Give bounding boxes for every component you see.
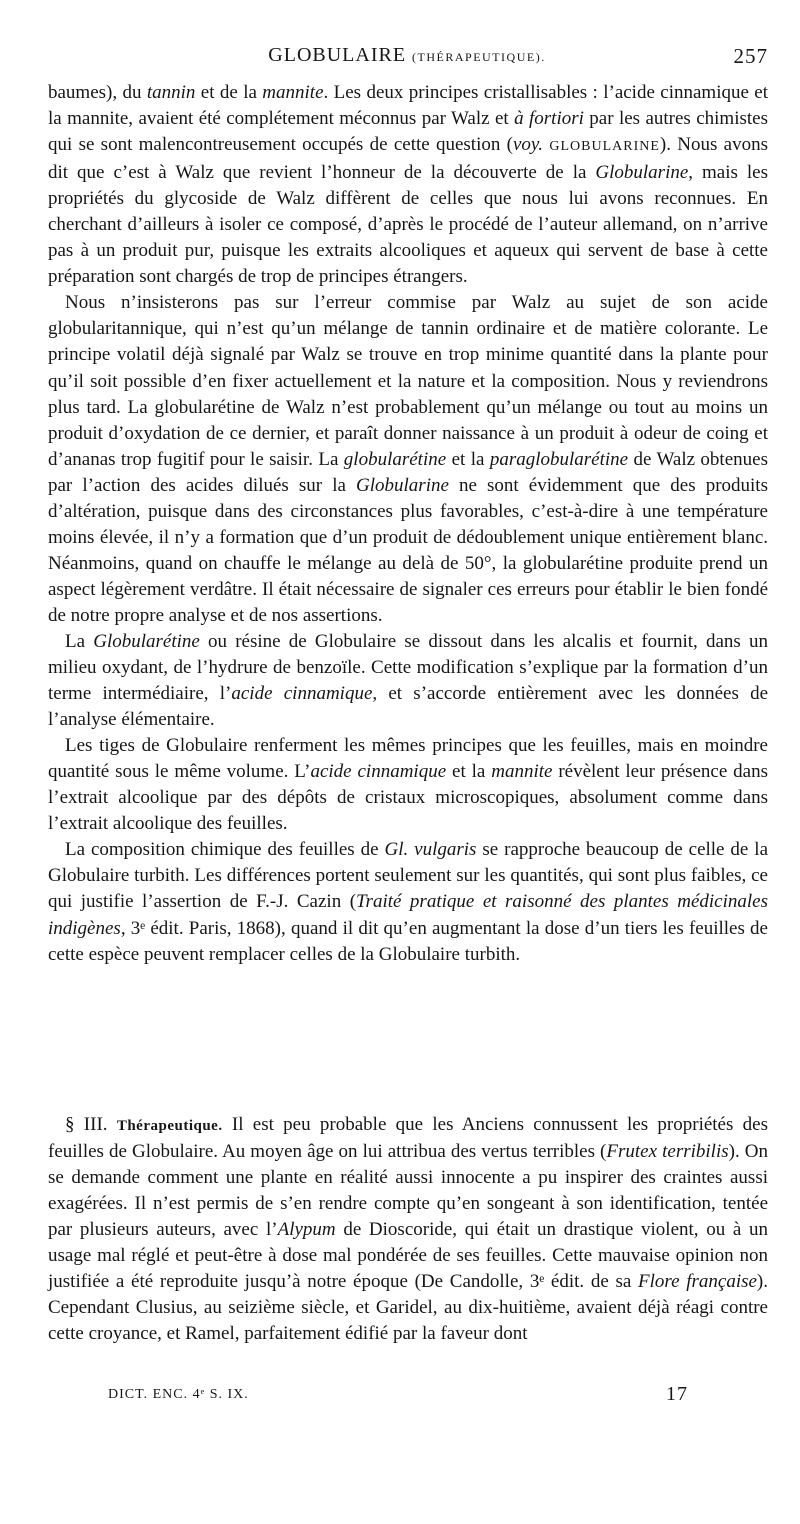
text-run: de Walz obtenues par l’action des acides dilués sur la — [48, 448, 768, 496]
paragraph — [48, 629, 768, 733]
text-run: baumes), du — [48, 82, 147, 103]
page-footer — [108, 1383, 688, 1413]
paragraph — [48, 733, 768, 837]
italic-run: acide cinnamique — [231, 683, 373, 705]
text-run: ). Cependant Clusius, au seizième siècle, et Garidel, au dix-huitième, avaient déjà réagi contre cette croyance, et Ramel, parfaitement édifié par la faveur dont — [48, 1271, 768, 1345]
running-title-subtitle: (THÉRAPEUTIQUE). — [412, 50, 546, 64]
running-head — [46, 44, 768, 74]
text-run: La — [65, 630, 94, 652]
text-run: Nous n’insisterons pas sur l’erreur commise par Walz au sujet de son acide globularitannique, qui n’est qu’un mélange de tannin ordinaire et de matière colorante. Le principe volatil déjà signalé par Walz se trouve en trop minime quantité dans la plante pour qu’il soit possible d’en fixer actuellement et la nature et la composition. Nous y reviendrons plus tard. La globularétine de Walz n’est probablement qu’un mélange ou tout au moins un produit d’oxydation de ce dernier, et paraît donner naissance à un produit à odeur de coing et d’ananas trop fugitif pour le saisir. La — [48, 292, 768, 470]
section-therapeutique — [48, 1112, 768, 1347]
italic-run: mannite — [491, 761, 553, 783]
text-run: de Dioscoride, qui était un drastique violent, ou à un usage mal réglé et peut-être à dose mal pondérée de ses feuilles. Cette mauvaise opinion non justifiée a été reproduite jusqu’à notre époque (De Candolle, 3ᵉ édit. de sa — [48, 1219, 768, 1293]
text-run: ne sont évidemment que des produits d’altération, puisque dans des circonstances plus favorables, c’est-à-dire à une température moins élevée, il n’y a formation que d’un produit de dédoublement unique entièrement blanc. Néanmoins, quand on chauffe le mélange au delà de 50°, la globularétine produite prend un aspect légèrement verdâtre. Il était nécessaire de signaler ces erreurs pour établir le bien fondé de notre propre analyse et de nos assertions. — [48, 474, 768, 626]
italic-run: Alypum — [277, 1219, 336, 1241]
section-text — [48, 1114, 768, 1344]
italic-run: globularétine — [343, 448, 447, 470]
text-run: et la — [446, 761, 492, 783]
smallcaps-run: GLOBULARINE — [549, 139, 660, 155]
running-title — [46, 44, 768, 67]
text-run: , 3ᵉ édit. Paris, 1868), quand il dit qu’en augmentant la dose d’un tiers les feuilles de cette espèce peuvent remplacer celles de la Globulaire turbith. — [48, 917, 768, 965]
paragraph — [48, 80, 768, 290]
italic-run: Globularine — [595, 162, 689, 184]
paragraph — [48, 290, 768, 629]
italic-run: Flore française — [638, 1271, 757, 1293]
italic-run: Globularétine — [93, 630, 200, 652]
italic-run: Globularine — [356, 474, 449, 496]
body-text — [48, 80, 768, 968]
signature-mark: DICT. ENC. 4ᵉ S. IX. — [108, 1387, 249, 1402]
text-run: . Les deux principes cristallisables : l’acide cinnamique et la mannite, avaient été complétement méconnus par Walz et — [48, 82, 768, 130]
paragraph — [48, 837, 768, 967]
text-run: par les autres chimistes qui se sont malencontreusement occupés de cette question ( — [48, 108, 768, 156]
text-run: La composition chimique des feuilles de — [65, 839, 385, 861]
text-run: ). On se demande comment une plante en réalité aussi innocente a pu inspirer des craintes aussi exagérées. Il n’est permis de s’en rendre compte qu’en songeant à son identification, tentée par plusieurs auteurs, avec l’ — [48, 1141, 768, 1241]
italic-run: Frutex terribilis — [606, 1141, 729, 1163]
italic-run: tannin — [146, 82, 196, 103]
text-run: ). Nous avons dit que c’est à Walz que revient l’honneur de la découverte de la — [48, 134, 768, 184]
italic-run: Traité pratique et raisonné des plantes médicinales indigènes — [48, 891, 768, 939]
text-run: révèlent leur présence dans l’extrait alcoolique par des dépôts de cristaux microscopiques, absolument comme dans l’extrait alcoolique des feuilles. — [48, 761, 768, 835]
italic-run: Gl. vulgaris — [384, 839, 477, 861]
section-heading: Thérapeutique. — [116, 1118, 223, 1134]
italic-run: à fortiori — [514, 108, 584, 130]
running-title-main: GLOBULAIRE — [268, 44, 407, 66]
italic-run: paraglobularétine — [489, 448, 629, 470]
text-run: Les tiges de Globulaire renferment les mêmes principes que les feuilles, mais en moindre quantité sous le même volume. L’ — [48, 735, 768, 783]
text-run: , mais les propriétés du glycoside de Walz diffèrent de celles que nous lui avons reconnues. En cherchant d’ailleurs à isoler ce composé, d’après le procédé de l’auteur allemand, on n’arrive pas à un produit pur, puisque les extraits alcooliques et aqueux qui servent de base à cette préparation sont chargés de trop de principes étrangers. — [48, 162, 768, 288]
text-run: Il est peu probable que les Anciens connussent les propriétés des feuilles de Globulaire. Au moyen âge on lui attribua des vertus terribles ( — [48, 1114, 768, 1163]
section-marker: § III. — [65, 1114, 108, 1135]
section-paragraph — [48, 1112, 768, 1347]
text-run: et la — [446, 448, 490, 470]
italic-run: acide cinnamique — [310, 761, 447, 783]
text-run: ou résine de Globulaire se dissout dans les alcalis et fournit, dans un milieu oxydant, de l’hydrure de benzoïle. Cette modification s’explique par la formation d’un terme intermédiaire, l’ — [48, 630, 768, 705]
text-run: , et s’accorde entièrement avec les données de l’analyse élémentaire. — [48, 683, 769, 731]
sheet-number: 17 — [666, 1383, 688, 1405]
text-run: se rapproche beaucoup de celle de la Globulaire turbith. Les différences portent seulement sur les quantités, qui sont plus faibles, ce qui justifie l’assertion de F.-J. Cazin ( — [48, 839, 769, 913]
italic-run: voy. — [512, 134, 544, 156]
text-run: et de la — [195, 82, 263, 103]
page-number: 257 — [733, 44, 768, 68]
italic-run: mannite — [262, 82, 324, 103]
